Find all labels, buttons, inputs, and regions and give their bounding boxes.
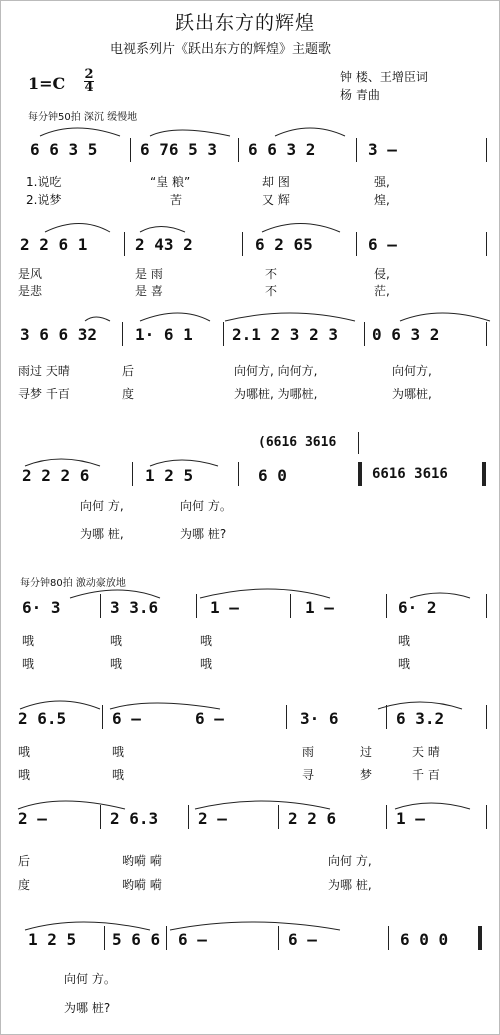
lyric-verse1: 哦	[112, 745, 125, 759]
lyric-verse1: 哦	[110, 634, 123, 648]
lyric-verse2: 哦	[398, 657, 411, 671]
lyric-verse2: 为哪 桩?	[64, 1001, 111, 1015]
lyric-verse1: 天 晴	[412, 745, 440, 759]
lyric-verse2: 哟嗬 嗬	[122, 878, 162, 892]
lyric-verse1: 哦	[200, 634, 213, 648]
lyric-verse1: 向何 方。	[180, 499, 232, 513]
measure-24: 6 –	[195, 709, 224, 728]
composer-credit: 杨 青曲	[340, 88, 380, 102]
lyric-verse1: 哦	[18, 745, 31, 759]
lyric-verse2: 又 辉	[262, 193, 290, 207]
lyric-verse1: 后	[18, 854, 31, 868]
song-title: 跃出东方的辉煌	[175, 12, 316, 34]
lyric-verse2: 为哪 桩,	[328, 878, 372, 892]
measure-23: 6 –	[112, 709, 141, 728]
lyric-verse2: 哦	[112, 768, 125, 782]
measure-21: 6· 2	[398, 598, 437, 617]
lyric-verse2: 苦	[170, 193, 183, 207]
measure-29: 2 –	[198, 809, 227, 828]
lyric-verse2: 是悲	[18, 284, 43, 298]
song-subtitle: 电视系列片《跃出东方的辉煌》主题歌	[110, 42, 332, 57]
lyric-verse2: 哦	[110, 657, 123, 671]
measure-13: 2 2 2 6	[22, 466, 90, 485]
lyric-verse2: 不	[265, 284, 278, 298]
lyric-verse2: 度	[18, 878, 31, 892]
lyric-verse1: 不	[265, 267, 278, 281]
measure-18: 3 3.6	[110, 598, 159, 617]
lyric-verse2: 煌,	[374, 193, 390, 207]
lyric-verse2: 茫,	[374, 284, 390, 298]
lyric-verse2: 为哪桩,	[392, 387, 432, 401]
measure-9: 3 6 6 32	[20, 325, 98, 344]
measure-15: 6 0	[258, 466, 287, 485]
lyric-verse2: 寻	[302, 768, 315, 782]
slur-marks	[0, 120, 500, 140]
lyric-verse2: 千 百	[412, 768, 440, 782]
tempo-marking: 每分钟50拍 深沉 缓慢地	[28, 112, 138, 123]
measure-11: 2.1 2 3 2 3	[232, 325, 338, 344]
measure-25: 3· 6	[300, 709, 339, 728]
lyric-verse2: 为哪 桩,	[80, 527, 124, 541]
slur-marks	[0, 305, 500, 325]
measure-27: 2 –	[18, 809, 47, 828]
lyric-verse1: 向何方, 向何方,	[234, 364, 318, 378]
tempo-marking: 每分钟80拍 激动豪放地	[20, 578, 126, 589]
measure-31: 1 –	[396, 809, 425, 828]
lyric-verse1: 哟嗬 嗬	[122, 854, 162, 868]
measure-22: 2 6.5	[18, 709, 67, 728]
lyric-verse1: 向何 方。	[64, 972, 116, 986]
measure-26: 6 3.2	[396, 709, 445, 728]
measure-16: 6616 3616	[372, 466, 448, 482]
time-signature: 2 4	[84, 67, 94, 95]
measure-1: 6 6 3 5	[30, 140, 98, 159]
measure-17: 6· 3	[22, 598, 61, 617]
lyric-verse1: 是风	[18, 267, 43, 281]
lyric-verse1: 强,	[374, 175, 390, 189]
lyric-verse1: 却 图	[262, 175, 290, 189]
measure-33: 5 6 6	[112, 930, 161, 949]
measure-10: 1· 6 1	[135, 325, 193, 344]
measure-5: 2 2 6 1	[20, 235, 88, 254]
lyric-verse2: 为哪桩, 为哪桩,	[234, 387, 318, 401]
slur-marks	[0, 215, 500, 235]
measure-12: 0 6 3 2	[372, 325, 440, 344]
measure-34: 6 –	[178, 930, 207, 949]
lyric-verse1: 后	[122, 364, 135, 378]
lyric-verse1: 哦	[22, 634, 35, 648]
lyric-verse1: 侵,	[374, 267, 390, 281]
lyric-verse1: 雨过 天晴	[18, 364, 70, 378]
lyric-verse1: 哦	[398, 634, 411, 648]
measure-32: 1 2 5	[28, 930, 77, 949]
lyric-verse2: 为哪 桩?	[180, 527, 227, 541]
measure-7: 6 2 65	[255, 235, 313, 254]
lyric-verse1: 1.说吃	[26, 175, 62, 189]
measure-28: 2 6.3	[110, 809, 159, 828]
lyric-verse1: 向何 方,	[328, 854, 372, 868]
measure-35: 6 –	[288, 930, 317, 949]
lyric-verse1: 是 雨	[135, 267, 163, 281]
key-signature: 1=C	[28, 74, 66, 93]
lyric-verse1: “皇 粮”	[150, 175, 191, 189]
lyric-verse2: 寻梦 千百	[18, 387, 70, 401]
instrumental-interlude: (6616 3616	[258, 435, 337, 450]
measure-14: 1 2 5	[145, 466, 194, 485]
measure-6: 2 43 2	[135, 235, 193, 254]
lyric-verse1: 向何 方,	[80, 499, 124, 513]
lyric-verse1: 向何方,	[392, 364, 432, 378]
measure-4: 3 –	[368, 140, 397, 159]
measure-8: 6 –	[368, 235, 397, 254]
lyric-verse2: 2.说梦	[26, 193, 62, 207]
lyricist-credit: 钟 楼、王增臣词	[340, 70, 428, 84]
lyric-verse1: 雨	[302, 745, 315, 759]
lyric-verse2: 哦	[200, 657, 213, 671]
measure-19: 1 –	[210, 598, 239, 617]
slur-marks	[0, 793, 500, 813]
measure-3: 6 6 3 2	[248, 140, 316, 159]
measure-2: 6 76 5 3	[140, 140, 218, 159]
lyric-verse2: 哦	[22, 657, 35, 671]
measure-36: 6 0 0	[400, 930, 449, 949]
measure-30: 2 2 6	[288, 809, 337, 828]
lyric-verse2: 是 喜	[135, 284, 163, 298]
lyric-verse2: 哦	[18, 768, 31, 782]
measure-20: 1 –	[305, 598, 334, 617]
lyric-verse2: 梦	[360, 768, 373, 782]
lyric-verse2: 度	[122, 387, 135, 401]
lyric-verse1: 过	[360, 745, 373, 759]
